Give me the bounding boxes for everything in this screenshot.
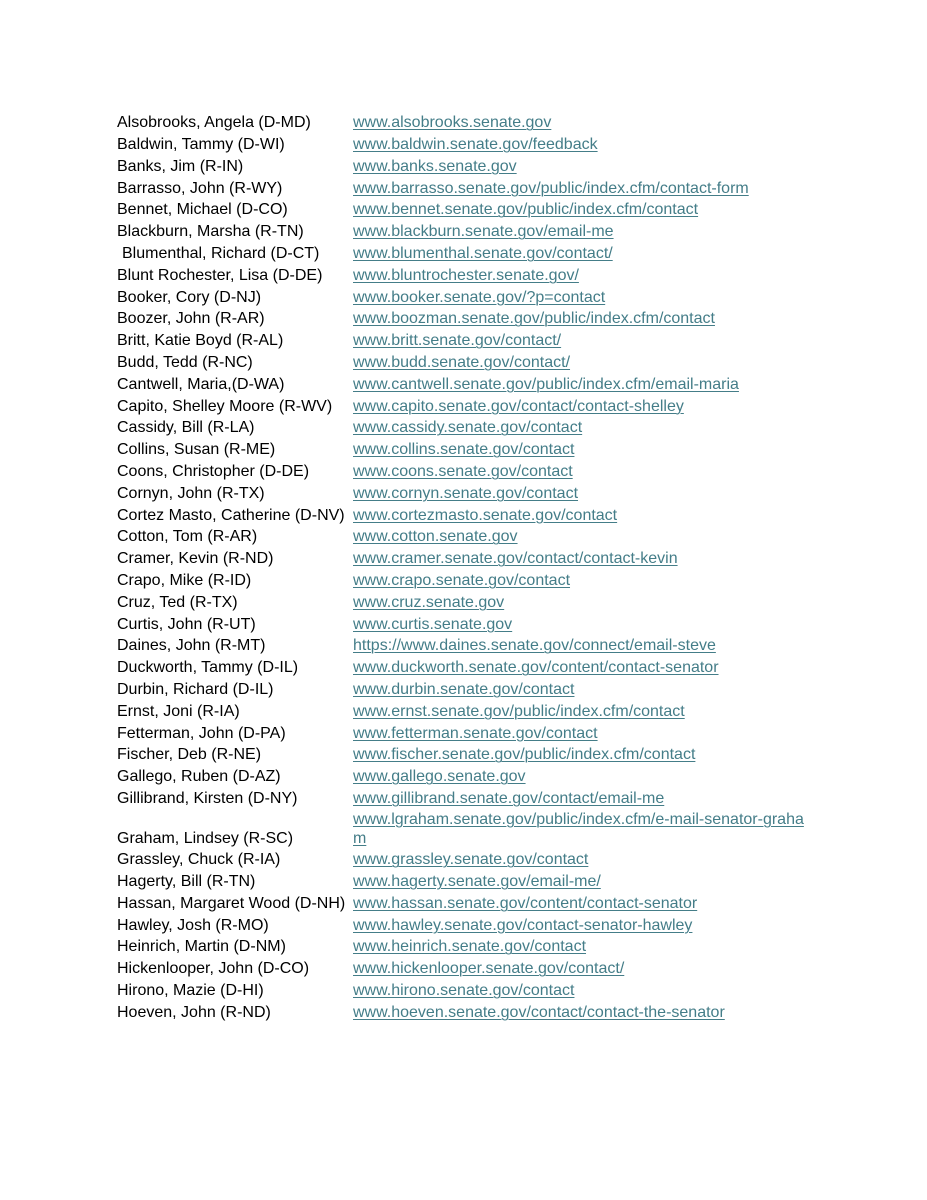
senator-contact-link[interactable]: www.bluntrochester.senate.gov/ — [353, 266, 579, 284]
senator-row — [117, 788, 817, 810]
senator-row — [117, 177, 817, 199]
senator-name: Hoeven, John (R-ND) — [117, 1003, 271, 1021]
senator-name: Heinrich, Martin (D-NM) — [117, 938, 286, 956]
senator-name: Crapo, Mike (R-ID) — [117, 572, 252, 590]
senator-name: Hagerty, Bill (R-TN) — [117, 873, 256, 891]
senator-name: Ernst, Joni (R-IA) — [117, 702, 240, 720]
senator-row — [117, 635, 817, 657]
senator-contact-link[interactable]: https://www.daines.senate.gov/connect/email-steve — [353, 637, 716, 655]
senator-row — [117, 526, 817, 548]
senator-name: Gillibrand, Kirsten (D-NY) — [117, 790, 298, 807]
senator-row — [117, 766, 817, 788]
senator-contact-link[interactable]: www.hawley.senate.gov/contact-senator-hawley — [353, 916, 693, 934]
senator-name: Hirono, Mazie (D-HI) — [117, 982, 264, 1000]
senator-contact-link[interactable]: www.cramer.senate.gov/contact/contact-kevin — [353, 550, 678, 568]
senator-name: Graham, Lindsey (R-SC) — [117, 829, 294, 847]
senator-row — [117, 352, 817, 374]
senator-contact-link[interactable]: www.ernst.senate.gov/public/index.cfm/contact — [353, 702, 685, 720]
senator-row — [117, 461, 817, 483]
senator-row — [117, 374, 817, 396]
senator-name: Cruz, Ted (R-TX) — [117, 593, 238, 611]
senator-row — [117, 570, 817, 592]
senator-contact-link[interactable]: www.crapo.senate.gov/contact — [353, 572, 571, 590]
senator-contact-link[interactable]: www.blumenthal.senate.gov/contact/ — [353, 245, 613, 263]
senator-row — [117, 701, 817, 723]
senator-row — [117, 592, 817, 614]
senator-name: Fetterman, John (D-PA) — [117, 724, 286, 742]
senator-name: Capito, Shelley Moore (R-WV) — [117, 397, 333, 415]
senator-row — [117, 657, 817, 679]
senator-row — [117, 548, 817, 570]
senator-contact-link[interactable]: www.boozman.senate.gov/public/index.cfm/contact — [353, 310, 715, 328]
senator-contact-link[interactable]: www.collins.senate.gov/contact — [353, 441, 575, 459]
senator-row — [117, 156, 817, 178]
senator-row — [117, 134, 817, 156]
senator-contact-link[interactable]: www.hoeven.senate.gov/contact/contact-the-senator — [353, 1003, 725, 1021]
senator-name: Banks, Jim (R-IN) — [117, 157, 244, 175]
senator-name: Barrasso, John (R-WY) — [117, 179, 283, 197]
senator-name: Curtis, John (R-UT) — [117, 615, 256, 633]
senator-name: Boozer, John (R-AR) — [117, 310, 265, 328]
senator-contact-table — [117, 112, 817, 1023]
senator-name: Daines, John (R-MT) — [117, 637, 266, 655]
senator-contact-link[interactable]: www.hagerty.senate.gov/email-me/ — [353, 873, 601, 891]
senator-contact-link[interactable]: www.gallego.senate.gov — [353, 768, 526, 786]
senator-contact-link[interactable]: www.booker.senate.gov/?p=contact — [353, 288, 606, 306]
senator-row — [117, 112, 817, 134]
senator-contact-link[interactable]: www.capito.senate.gov/contact/contact-shelley — [353, 397, 684, 415]
senator-row — [117, 679, 817, 701]
senator-name: Cassidy, Bill (R-LA) — [117, 419, 255, 437]
senator-row — [117, 395, 817, 417]
senator-name: Duckworth, Tammy (D-IL) — [117, 659, 299, 677]
senator-row — [117, 914, 817, 936]
senator-row — [117, 849, 817, 871]
senator-row — [117, 330, 817, 352]
senator-name: Alsobrooks, Angela (D-MD) — [117, 114, 311, 132]
senator-contact-link[interactable]: www.cotton.senate.gov — [353, 528, 518, 546]
senator-name: Booker, Cory (D-NJ) — [117, 288, 262, 306]
senator-name: Coons, Christopher (D-DE) — [117, 463, 310, 481]
senator-name: Fischer, Deb (R-NE) — [117, 746, 262, 764]
senator-contact-link[interactable]: www.banks.senate.gov — [353, 157, 517, 175]
senator-row — [117, 893, 817, 915]
senator-name: Gallego, Ruben (D-AZ) — [117, 768, 281, 786]
senator-contact-link[interactable]: www.fischer.senate.gov/public/index.cfm/contact — [353, 746, 696, 764]
senator-contact-link[interactable]: www.heinrich.senate.gov/contact — [353, 938, 587, 956]
senator-name: Hickenlooper, John (D-CO) — [117, 960, 310, 978]
senator-name: Cantwell, Maria,(D-WA) — [117, 375, 285, 393]
senator-name: Cramer, Kevin (R-ND) — [117, 550, 274, 568]
senator-row — [117, 744, 817, 766]
senator-name: Durbin, Richard (D-IL) — [117, 681, 274, 699]
senator-contact-link[interactable]: www.bennet.senate.gov/public/index.cfm/contact — [353, 201, 699, 219]
senator-name: Collins, Susan (R-ME) — [117, 441, 276, 459]
senator-contact-link[interactable]: www.grassley.senate.gov/contact — [353, 851, 589, 869]
senator-row — [117, 810, 817, 850]
senator-contact-link[interactable]: www.cassidy.senate.gov/contact — [353, 419, 583, 437]
senator-contact-link[interactable]: www.cruz.senate.gov — [353, 593, 505, 611]
senator-name: Cortez Masto, Catherine (D-NV) — [117, 506, 345, 524]
senator-name: Blumenthal, Richard (D-CT) — [122, 245, 320, 263]
senator-name: Budd, Tedd (R-NC) — [117, 354, 253, 372]
senator-contact-link[interactable]: www.britt.senate.gov/contact/ — [353, 332, 562, 350]
senator-contact-link[interactable]: www.baldwin.senate.gov/feedback — [353, 136, 598, 154]
senator-contact-link[interactable]: www.gillibrand.senate.gov/contact/email-me — [353, 790, 665, 807]
senator-name: Grassley, Chuck (R-IA) — [117, 851, 281, 869]
senator-row — [117, 265, 817, 287]
senator-contact-link[interactable]: www.hickenlooper.senate.gov/contact/ — [353, 960, 625, 978]
senator-row — [117, 613, 817, 635]
senator-name: Hawley, Josh (R-MO) — [117, 916, 269, 934]
senator-row — [117, 243, 817, 265]
senator-contact-link[interactable]: www.cortezmasto.senate.gov/contact — [353, 506, 618, 524]
senator-row — [117, 199, 817, 221]
senator-contact-link[interactable]: www.hassan.senate.gov/content/contact-senator — [353, 894, 698, 912]
senator-row — [117, 221, 817, 243]
senator-contact-link[interactable]: www.durbin.senate.gov/contact — [353, 681, 575, 699]
senator-contact-link[interactable]: www.coons.senate.gov/contact — [353, 463, 573, 481]
senator-row — [117, 308, 817, 330]
senator-row — [117, 871, 817, 893]
senator-name: Britt, Katie Boyd (R-AL) — [117, 332, 284, 350]
senator-name: Bennet, Michael (D-CO) — [117, 201, 288, 219]
senator-contact-link[interactable]: www.hirono.senate.gov/contact — [353, 982, 575, 1000]
senator-contact-link[interactable]: www.cantwell.senate.gov/public/index.cfm/email-maria — [353, 375, 739, 393]
senator-contact-link[interactable]: www.cornyn.senate.gov/contact — [353, 484, 579, 502]
senator-row — [117, 722, 817, 744]
senator-row — [117, 439, 817, 461]
senator-row — [117, 417, 817, 439]
senator-row — [117, 936, 817, 958]
senator-contact-link[interactable]: www.curtis.senate.gov — [353, 615, 513, 633]
senator-name: Cotton, Tom (R-AR) — [117, 528, 258, 546]
senator-row — [117, 958, 817, 980]
senator-contact-link[interactable]: www.lgraham.senate.gov/public/index.cfm/e-mail-senator-graham — [353, 810, 804, 847]
senator-name: Cornyn, John (R-TX) — [117, 484, 265, 502]
senator-row — [117, 980, 817, 1002]
senator-row — [117, 1002, 817, 1024]
senator-contact-link[interactable]: www.barrasso.senate.gov/public/index.cfm/contact-form — [353, 179, 749, 197]
senator-name: Hassan, Margaret Wood (D-NH) — [117, 894, 346, 912]
senator-row — [117, 504, 817, 526]
senator-row — [117, 286, 817, 308]
senator-contact-link[interactable]: www.fetterman.senate.gov/contact — [353, 724, 598, 742]
senator-row — [117, 483, 817, 505]
senator-contact-link[interactable]: www.duckworth.senate.gov/content/contact-senator — [353, 659, 719, 677]
senator-name: Blunt Rochester, Lisa (D-DE) — [117, 266, 323, 284]
senator-name: Blackburn, Marsha (R-TN) — [117, 223, 304, 241]
senator-contact-link[interactable]: www.alsobrooks.senate.gov — [353, 114, 552, 132]
senator-contact-link[interactable]: www.budd.senate.gov/contact/ — [353, 354, 571, 372]
senator-contact-link[interactable]: www.blackburn.senate.gov/email-me — [353, 223, 614, 241]
senator-name: Baldwin, Tammy (D-WI) — [117, 136, 285, 154]
